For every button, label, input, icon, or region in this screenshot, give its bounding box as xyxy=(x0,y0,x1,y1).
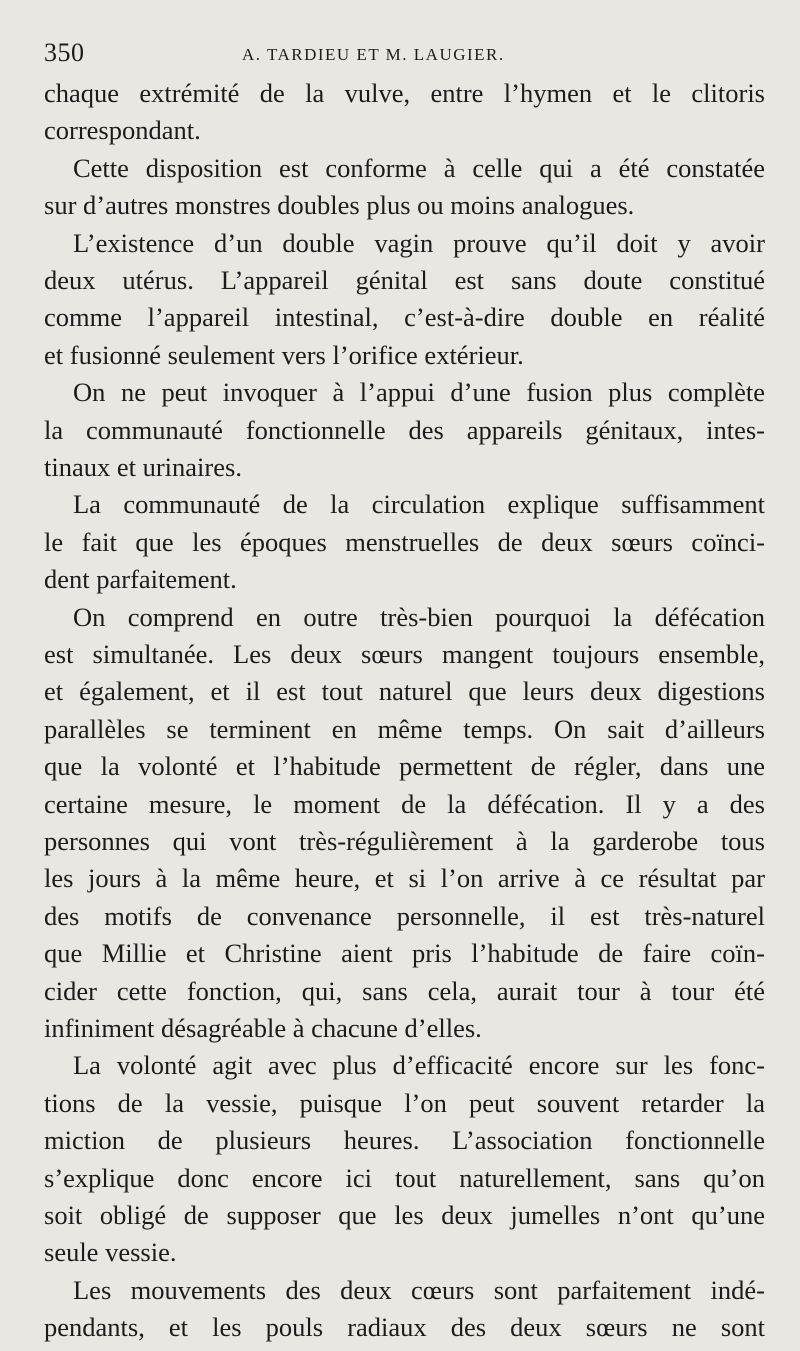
text-line: soit obligé de supposer que les deux jumelles n’ont qu’une xyxy=(44,1200,765,1230)
text-line: dent parfaitement. xyxy=(44,564,237,595)
text-line: des motifs de convenance personnelle, il est très-naturel xyxy=(44,900,765,931)
paragraph-first-line: Les mouvements des deux cœurs sont parfaitement indé- xyxy=(73,1274,765,1305)
text-line: s’explique donc encore ici tout naturellement, sans qu’on xyxy=(44,1162,765,1193)
text-line: cider cette fonction, qui, sans cela, aurait tour à tour été xyxy=(44,975,765,1006)
text-line: certaine mesure, le moment de la défécation. Il y a des xyxy=(44,788,765,819)
paragraph-first-line: On ne peut invoquer à l’appui d’une fusion plus complète xyxy=(73,377,765,408)
text-line: sur d’autres monstres doubles plus ou moins analogues. xyxy=(44,190,635,221)
text-line: et fusionné seulement vers l’orifice extérieur. xyxy=(44,339,524,370)
text-line: comme l’appareil intestinal, c’est-à-dire double en réalité xyxy=(44,302,765,333)
text-line: le fait que les époques menstruelles de deux sœurs coïnci- xyxy=(44,526,765,557)
paragraph-first-line: Cette disposition est conforme à celle qui a été constatée xyxy=(73,152,765,183)
text-line: personnes qui vont très-régulièrement à la garderobe tous xyxy=(44,826,765,856)
text-line: tinaux et urinaires. xyxy=(44,452,242,482)
text-line: seule vessie. xyxy=(44,1237,177,1268)
text-line: tions de la vessie, puisque l’on peut souvent retarder la xyxy=(44,1087,765,1118)
text-line: deux utérus. L’appareil génital est sans doute constitué xyxy=(44,265,765,295)
text-line: infiniment désagréable à chacune d’elles. xyxy=(44,1013,482,1043)
paragraph-first-line: L’existence d’un double vagin prouve qu’il doit y avoir xyxy=(73,227,765,258)
paragraph-first-line: La communauté de la circulation explique suffisamment xyxy=(73,489,765,520)
text-line: est simultanée. Les deux sœurs mangent toujours ensemble, xyxy=(44,639,765,669)
body-text xyxy=(44,75,765,1345)
text-line: pendants, et les pouls radiaux des deux sœurs ne sont xyxy=(44,1312,765,1343)
text-line: que la volonté et l’habitude permettent de régler, dans une xyxy=(44,751,765,782)
paragraph-first-line: La volonté agit avec plus d’efficacité encore sur les fonc- xyxy=(73,1050,765,1081)
text-line: chaque extrémité de la vulve, entre l’hymen et le clitoris xyxy=(44,78,765,108)
page-header xyxy=(44,38,764,72)
text-line: la communauté fonctionnelle des appareils génitaux, intes- xyxy=(44,414,765,445)
paragraph-first-line: On comprend en outre très-bien pourquoi la défécation xyxy=(73,601,765,632)
text-line: les jours à la même heure, et si l’on arrive à ce résultat par xyxy=(44,863,765,894)
page-number: 350 xyxy=(44,38,85,67)
text-line: parallèles se terminent en même temps. On sait d’ailleurs xyxy=(44,713,765,744)
text-line: que Millie et Christine aient pris l’habitude de faire coïn- xyxy=(44,938,765,969)
running-head: A. TARDIEU ET M. LAUGIER. xyxy=(242,45,505,64)
text-line: miction de plusieurs heures. L’association fonctionnelle xyxy=(44,1125,765,1156)
text-line: et également, et il est tout naturel que leurs deux digestions xyxy=(44,676,765,707)
text-line: correspondant. xyxy=(44,115,201,146)
